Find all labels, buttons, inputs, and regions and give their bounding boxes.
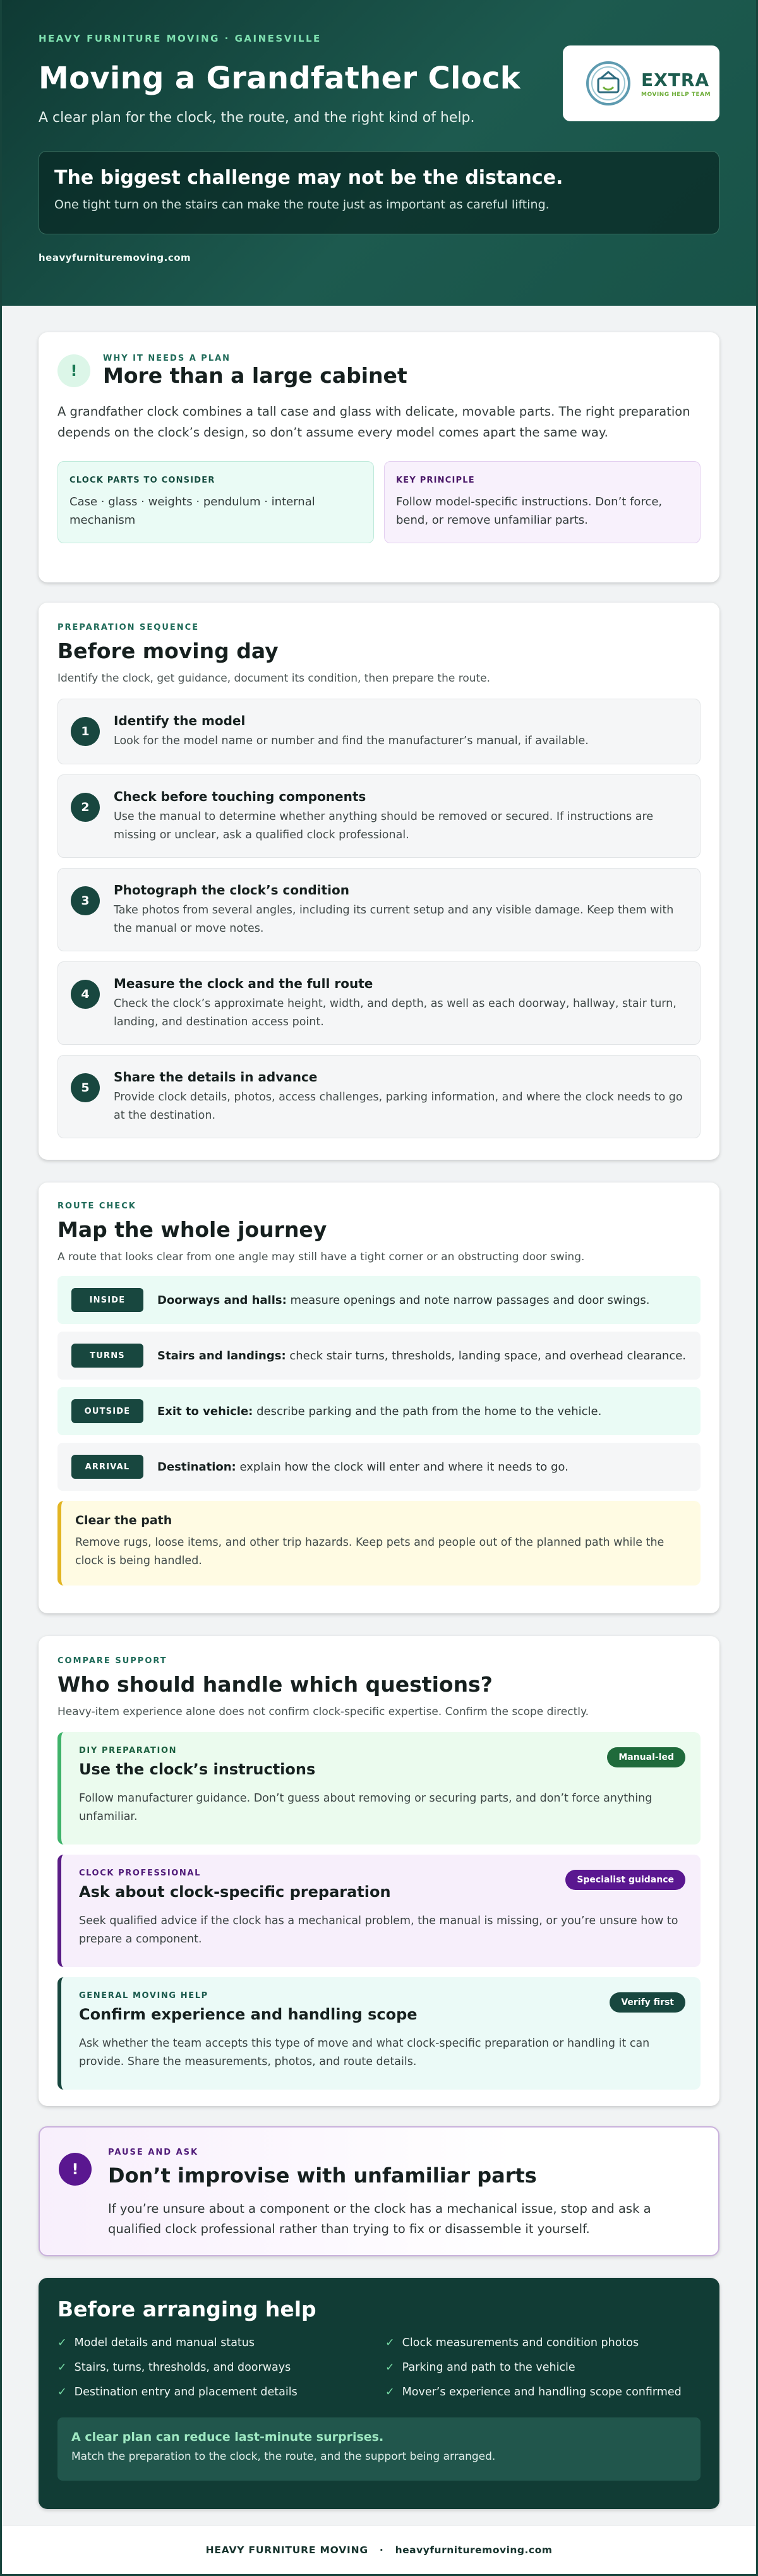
support-badge: Manual-led xyxy=(607,1747,685,1767)
support-title: Ask about clock-specific preparation xyxy=(79,1883,391,1901)
route-detail: describe parking and the path from the home to the vehicle. xyxy=(253,1404,602,1418)
route-section xyxy=(39,1183,719,1613)
clock-parts-box xyxy=(57,461,374,543)
checklist-section xyxy=(39,2278,719,2509)
section-title: Map the whole journey xyxy=(57,1217,327,1242)
hero-subtitle: A clear plan for the clock, the route, and the right kind of help. xyxy=(39,110,475,126)
step-item xyxy=(57,774,701,858)
summary-box xyxy=(57,2417,701,2481)
support-card-general xyxy=(57,1977,701,2090)
route-label: Doorways and halls: xyxy=(157,1293,287,1307)
logo-tagline: MOVING HELP TEAM xyxy=(641,91,711,98)
key-principle-text: Follow model-specific instructions. Don’t force, bend, or remove unfamiliar parts. xyxy=(396,495,663,527)
step-number: 2 xyxy=(71,793,100,822)
step-title: Share the details in advance xyxy=(114,1069,318,1085)
section-title: Before moving day xyxy=(57,639,279,663)
step-number: 4 xyxy=(71,980,100,1009)
support-text: Ask whether the team accepts this type of move and what clock-specific preparation or handling it can provide. Share the measurements, photos, and route details. xyxy=(79,2037,650,2069)
plan-section xyxy=(39,332,719,582)
checklist-item-label: Stairs, turns, thresholds, and doorways xyxy=(74,2361,291,2374)
step-title: Photograph the clock’s condition xyxy=(114,882,349,898)
step-text: Use the manual to determine whether anything should be removed or secured. If instructions are missing or unclear, ask a qualified clock professional. xyxy=(114,810,654,842)
checkmark-icon: ✓ xyxy=(385,2386,395,2398)
checklist-item-label: Destination entry and placement details xyxy=(74,2386,298,2398)
step-item xyxy=(57,961,701,1045)
clock-parts-text: Case · glass · weights · pendulum · internal mechanism xyxy=(69,495,315,527)
section-eyebrow: COMPARE SUPPORT xyxy=(57,1656,167,1666)
step-item xyxy=(57,699,701,764)
support-eyebrow: DIY PREPARATION xyxy=(79,1746,177,1755)
route-tag: INSIDE xyxy=(71,1288,143,1312)
route-item xyxy=(57,1443,701,1491)
section-eyebrow: PAUSE AND ASK xyxy=(108,2148,199,2157)
support-card-professional xyxy=(57,1855,701,1967)
route-list xyxy=(57,1276,701,1491)
route-label: Stairs and landings: xyxy=(157,1349,286,1363)
clock-parts-label: CLOCK PARTS TO CONSIDER xyxy=(69,475,215,485)
logo-wordmark: EXTRA xyxy=(641,69,710,90)
support-title: Use the clock’s instructions xyxy=(79,1760,316,1778)
section-title: Don’t improvise with unfamiliar parts xyxy=(108,2164,537,2188)
route-tag: TURNS xyxy=(71,1344,143,1368)
support-list xyxy=(57,1732,701,2090)
brand-logo[interactable] xyxy=(563,45,719,121)
route-text xyxy=(157,1349,686,1363)
checkmark-icon: ✓ xyxy=(385,2337,395,2349)
hero-callout xyxy=(39,151,719,234)
page-title: Moving a Grandfather Clock xyxy=(39,61,520,96)
support-eyebrow: GENERAL MOVING HELP xyxy=(79,1991,208,2001)
support-text: Follow manufacturer guidance. Don’t guess about removing or securing parts, and don’t force anything unfamiliar. xyxy=(79,1792,653,1824)
callout-text: One tight turn on the stairs can make the route just as important as careful lifting. xyxy=(54,198,550,212)
section-title: More than a large cabinet xyxy=(103,363,407,388)
checkmark-icon: ✓ xyxy=(57,2337,67,2349)
route-text xyxy=(157,1405,601,1418)
section-eyebrow: WHY IT NEEDS A PLAN xyxy=(103,354,231,363)
route-label: Destination: xyxy=(157,1460,236,1474)
support-text: Seek qualified advice if the clock has a mechanical problem, the manual is missing, or you’re unsure how to prepare a component. xyxy=(79,1915,678,1946)
route-label: Exit to vehicle: xyxy=(157,1404,253,1418)
support-title: Confirm experience and handling scope xyxy=(79,2006,418,2023)
step-text: Check the clock’s approximate height, width, and depth, as well as each doorway, hallway, stair turn, landing, and destination access point. xyxy=(114,997,677,1029)
section-eyebrow: ROUTE CHECK xyxy=(57,1201,136,1211)
checklist-item xyxy=(385,2337,701,2349)
footer-separator: · xyxy=(379,2544,384,2556)
exclamation-icon: ! xyxy=(57,354,90,387)
route-detail: measure openings and note narrow passages and door swings. xyxy=(286,1293,650,1307)
section-lede: Heavy-item experience alone does not confirm clock-specific expertise. Confirm the scope directly. xyxy=(57,1706,589,1718)
footer xyxy=(2,2525,756,2574)
checklist-item xyxy=(57,2386,373,2398)
route-text xyxy=(157,1460,568,1474)
checklist-item-label: Clock measurements and condition photos xyxy=(402,2337,639,2349)
checklist-item xyxy=(385,2361,701,2374)
clear-path-note xyxy=(57,1501,701,1586)
section-title: Who should handle which questions? xyxy=(57,1672,493,1697)
step-number: 5 xyxy=(71,1073,100,1102)
pause-text: If you’re unsure about a component or the clock has a mechanical issue, stop and ask a qualified clock professional rather than trying to fix or disassemble it yourself. xyxy=(108,2201,651,2236)
checkmark-icon: ✓ xyxy=(57,2386,67,2398)
step-text: Provide clock details, photos, access challenges, parking information, and where the clock needs to go at the destination. xyxy=(114,1091,683,1122)
step-title: Measure the clock and the full route xyxy=(114,976,373,991)
step-text: Take photos from several angles, including its current setup and any visible damage. Keep them with the manual or move notes. xyxy=(114,904,674,936)
step-title: Check before touching components xyxy=(114,789,366,804)
step-item xyxy=(57,1055,701,1138)
checklist-item xyxy=(57,2361,373,2374)
support-badge: Verify first xyxy=(610,1992,685,2013)
route-tag: OUTSIDE xyxy=(71,1399,143,1423)
pause-section xyxy=(39,2126,719,2256)
preparation-section xyxy=(39,603,719,1160)
warning-icon: ! xyxy=(59,2153,92,2186)
checklist xyxy=(57,2337,701,2398)
route-text xyxy=(157,1294,650,1307)
footer-brand: HEAVY FURNITURE MOVING xyxy=(205,2544,368,2556)
clear-path-text: Remove rugs, loose items, and other trip hazards. Keep pets and people out of the planned path while the clock is being handled. xyxy=(75,1536,665,1568)
plan-body: A grandfather clock combines a tall case and glass with delicate, movable parts. The right preparation depends on the clock’s design, so don’t assume every model comes apart the same way. xyxy=(57,404,690,440)
key-principle-box xyxy=(384,461,701,543)
route-item xyxy=(57,1276,701,1324)
step-number: 1 xyxy=(71,717,100,746)
support-card-diy xyxy=(57,1732,701,1845)
checklist-item-label: Mover’s experience and handling scope confirmed xyxy=(402,2386,682,2398)
support-section xyxy=(39,1636,719,2106)
section-eyebrow: PREPARATION SEQUENCE xyxy=(57,623,200,632)
step-number: 3 xyxy=(71,886,100,915)
route-detail: check stair turns, thresholds, landing space, and overhead clearance. xyxy=(286,1349,687,1363)
step-list xyxy=(57,699,701,1138)
section-lede: Identify the clock, get guidance, document its condition, then prepare the route. xyxy=(57,672,491,685)
route-tag: ARRIVAL xyxy=(71,1455,143,1479)
checklist-item-label: Parking and path to the vehicle xyxy=(402,2361,575,2374)
extra-moving-logo-icon xyxy=(584,59,632,107)
step-title: Identify the model xyxy=(114,713,246,728)
clear-path-title: Clear the path xyxy=(75,1514,172,1527)
checklist-title: Before arranging help xyxy=(57,2297,316,2321)
checkmark-icon: ✓ xyxy=(385,2361,395,2374)
hero-eyebrow: HEAVY FURNITURE MOVING · GAINESVILLE xyxy=(39,33,322,44)
section-lede: A route that looks clear from one angle may still have a tight corner or an obstructing door swing. xyxy=(57,1251,585,1263)
support-badge: Specialist guidance xyxy=(565,1870,685,1890)
step-text: Look for the model name or number and find the manufacturer’s manual, if available. xyxy=(114,735,589,747)
step-item xyxy=(57,868,701,951)
hero-url-link[interactable]: heavyfurnituremoving.com xyxy=(39,252,191,263)
route-item xyxy=(57,1332,701,1380)
checkmark-icon: ✓ xyxy=(57,2361,67,2374)
footer-url-link[interactable]: heavyfurnituremoving.com xyxy=(395,2544,553,2556)
support-eyebrow: CLOCK PROFESSIONAL xyxy=(79,1869,201,1878)
summary-text: Match the preparation to the clock, the route, and the support being arranged. xyxy=(71,2450,496,2463)
checklist-item xyxy=(57,2337,373,2349)
route-detail: explain how the clock will enter and where it needs to go. xyxy=(236,1460,568,1474)
key-principle-label: KEY PRINCIPLE xyxy=(396,475,475,485)
checklist-item xyxy=(385,2386,701,2398)
route-item xyxy=(57,1387,701,1435)
checklist-item-label: Model details and manual status xyxy=(74,2337,255,2349)
hero-banner xyxy=(2,0,756,306)
callout-title: The biggest challenge may not be the distance. xyxy=(54,167,563,189)
summary-title: A clear plan can reduce last-minute surprises. xyxy=(71,2430,384,2444)
